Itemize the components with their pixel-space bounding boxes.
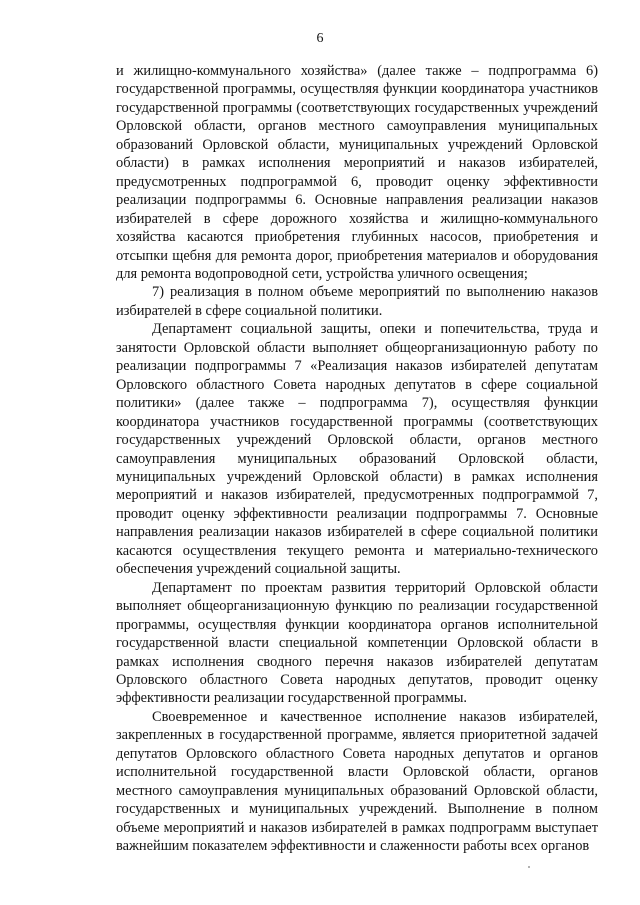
- document-body: [116, 62, 598, 855]
- page-number: 6: [316, 31, 324, 46]
- paragraph-5: Своевременное и качественное исполнение наказов избирателей, закрепленных в государственной программе, является приоритетной задачей депутатов Орловского областного Совета народных депутатов и органов исполнительной государственной власти Орловской области, органов местного самоуправления муниципальных образований Орловской области, государственных и муниципальных учреждений. Выполнение в полном объеме мероприятий и наказов избирателей в рамках подпрограмм выступает важнейшим показателем эффективности и слаженности работы всех органов: [116, 708, 598, 855]
- scan-speck: [528, 866, 530, 868]
- paragraph-2: 7) реализация в полном объеме мероприятий по выполнению наказов избирателей в сфере социальной политики.: [116, 284, 598, 319]
- paragraph-1: и жилищно-коммунального хозяйства» (далее также – подпрограмма 6) государственной программы, осуществляя функции координатора участников государственной программы (соответствующих государственных учреждений Орловской области, органов местного самоуправления муниципальных образований Орловской области, муниципальных учреждений Орловской области) в рамках исполнения мероприятий и наказов избирателей, предусмотренных подпрограммой 6, проводит оценку эффективности реализации подпрограммы 6. Основные направления реализации наказов избирателей в сфере дорожного хозяйства и жилищно-коммунального хозяйства касаются приобретения глубинных насосов, приобретения и отсыпки щебня для ремонта дорог, приобретения материалов и оборудования для ремонта водопроводной сети, устройства уличного освещения;: [116, 63, 598, 282]
- paragraph-4: Департамент по проектам развития территорий Орловской области выполняет общеорганизационную функцию по реализации государственной программы, осуществляя функции координатора органов исполнительной государственной власти специальной компетенции Орловской области в рамках исполнения сводного перечня наказов избирателей депутатам Орловского областного Совета народных депутатов, проводит оценку эффективности реализации государственной программы.: [116, 579, 598, 707]
- paragraph-3: Департамент социальной защиты, опеки и попечительства, труда и занятости Орловской области выполняет общеорганизационную работу по реализации подпрограммы 7 «Реализация наказов избирателей депутатам Орловского областного Совета народных депутатов в сфере социальной политики» (далее также – подпрограмма 7), осуществляя функции координатора участников государственной программы (соответствующих государственных учреждений Орловской области, органов местного самоуправления муниципальных образований Орловской области, муниципальных учреждений Орловской области) в рамках исполнения мероприятий и наказов избирателей, предусмотренных подпрограммой 7, проводит оценку эффективности реализации подпрограммы 7. Основные направления реализации наказов избирателей в сфере социальной политики касаются осуществления текущего ремонта и материально-технического обеспечения учреждений социальной защиты.: [116, 321, 598, 578]
